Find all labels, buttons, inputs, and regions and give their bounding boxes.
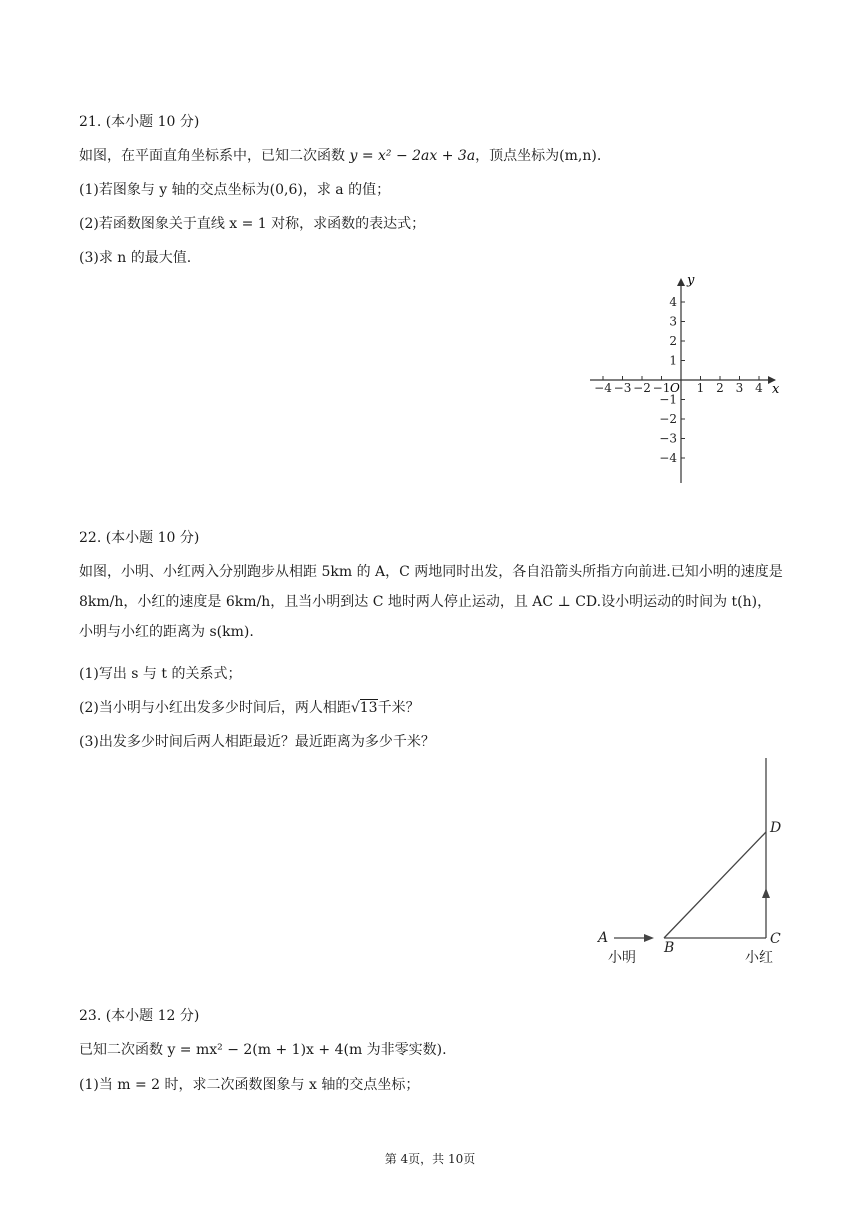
q21-part3: (3)求 n 的最大值. xyxy=(79,250,192,266)
q22-header: 22. (本小题 10 分) xyxy=(79,530,200,546)
label-A: A xyxy=(598,930,609,946)
x-tick-label: −4 xyxy=(594,381,612,395)
q21-stem-a: 如图，在平面直角坐标系中，已知二次函数 xyxy=(79,148,350,164)
x-tick-label: −3 xyxy=(613,381,632,395)
x-tick-label: 1 xyxy=(696,381,705,395)
y-tick-label: 4 xyxy=(669,295,677,309)
label-B: B xyxy=(664,940,675,956)
x-tick-label: 4 xyxy=(755,381,763,395)
label-C: C xyxy=(770,931,781,947)
q22-part1: (1)写出 s 与 t 的关系式； xyxy=(79,666,242,682)
q22-part2 xyxy=(79,698,420,718)
arrow-xiaohong xyxy=(762,888,770,898)
q22-geometry-figure xyxy=(590,752,790,974)
q23-part1: (1)当 m = 2 时，求二次函数图象与 x 轴的交点坐标； xyxy=(79,1077,420,1093)
x-tick-label: −1 xyxy=(652,381,671,395)
q23-stem: 已知二次函数 y = mx² − 2(m + 1)x + 4(m 为非零实数). xyxy=(79,1042,447,1058)
label-D: D xyxy=(770,820,782,836)
q21-header: 21. (本小题 10 分) xyxy=(79,114,200,130)
y-tick-label: 2 xyxy=(669,334,677,348)
q21-stem xyxy=(79,146,601,166)
y-tick-label: −4 xyxy=(659,451,677,465)
q21-coordinate-figure xyxy=(580,268,790,490)
q22-stem: 如图，小明、小红两入分别跑步从相距 5km 的 A，C 两地同时出发，各自沿箭头所指方向前进.已知小明的速度是 8km/h，小红的速度是 6km/h，且当小明到达 C 地时两人停止运动，且 AC ⊥ CD.设小明运动的时间为 t(h)，小明与小红的距离为 s(km). xyxy=(79,564,783,640)
y-tick-label: 3 xyxy=(669,314,677,329)
x-tick-label: −2 xyxy=(633,381,651,395)
q21-stem-formula: y = x² − 2ax + 3a xyxy=(349,148,476,164)
axis-y-label: y xyxy=(687,273,695,288)
q22-part3: (3)出发多少时间后两人相距最近？最近距离为多少千米？ xyxy=(79,734,435,750)
arrow-xiaoming xyxy=(644,934,654,942)
q21-stem-b: ，顶点坐标为(m,n). xyxy=(475,148,602,164)
x-tick-label: 3 xyxy=(735,381,744,395)
x-tick-label: 2 xyxy=(716,381,724,395)
origin-label: O xyxy=(670,381,680,395)
y-axis-arrow xyxy=(677,278,685,286)
axis-x-label: x xyxy=(772,382,780,397)
label-xiaohong: 小红 xyxy=(745,950,773,966)
q21-part1: (1)若图象与 y 轴的交点坐标为(0,6)，求 a 的值； xyxy=(79,182,391,198)
segment-BD xyxy=(664,832,766,938)
y-tick-label: −1 xyxy=(659,392,677,407)
q22-part2-b: 千米？ xyxy=(377,700,420,716)
q23-header: 23. (本小题 12 分) xyxy=(79,1008,200,1024)
sqrt-sign: √ xyxy=(350,700,360,716)
label-xiaoming: 小明 xyxy=(608,950,636,966)
q22-radicand: 13 xyxy=(359,700,378,716)
y-tick-label: 1 xyxy=(669,353,677,368)
page-footer: 第 4页，共 10页 xyxy=(384,1152,476,1166)
q22-part2-a: (2)当小明与小红出发多少时间后，两人相距 xyxy=(79,700,351,716)
y-tick-label: −2 xyxy=(659,412,677,426)
q21-part2: (2)若函数图象关于直线 x = 1 对称，求函数的表达式； xyxy=(79,216,426,232)
y-tick-label: −3 xyxy=(659,431,677,446)
